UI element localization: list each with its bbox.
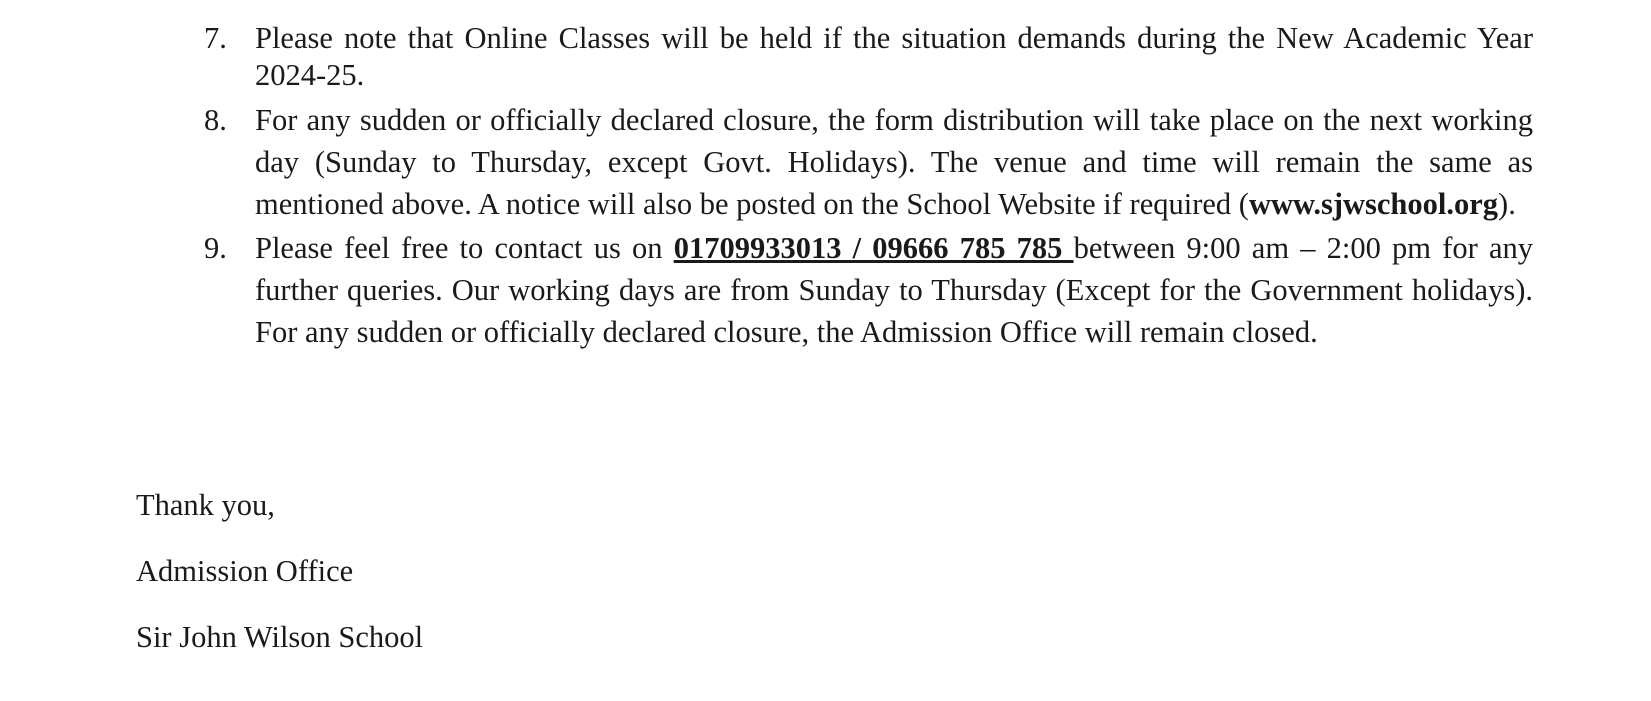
contact-note-end: between 9:00 am – 2:00 pm for any further queries. Our working days are from Sunday to Thursday (Except for the Government holidays). For any sudden or officially declared closure, the Admission Office will remain closed.: [255, 231, 1533, 349]
list-item-text: [255, 227, 1533, 353]
closure-note-text: For any sudden or officially declared closure, the form distribution will take place on the next working day (Sunday to Thursday, except Govt. Holidays). The venue and time will remain the same as mentioned above. A notice will also be posted on the School Website if required (: [255, 103, 1533, 221]
list-item-number: 8.: [204, 103, 227, 137]
list-item-8: [0, 99, 1651, 225]
contact-note-text: Please feel free to contact us on: [255, 231, 674, 265]
signature-office: Admission Office: [136, 554, 354, 588]
notice-list: [0, 20, 1651, 353]
closing-thanks: Thank you,: [136, 488, 275, 522]
list-item-text: [255, 99, 1533, 225]
online-classes-note: Please note that Online Classes will be held if the situation demands during the New Academic Year 2024-25.: [255, 21, 1533, 92]
signature-school: Sir John Wilson School: [136, 620, 424, 654]
contact-phone-link[interactable]: 01709933013 / 09666 785 785: [673, 231, 1074, 265]
list-item-7: [0, 20, 1651, 94]
list-item-number: 7.: [204, 21, 227, 55]
list-item-9: [0, 227, 1651, 353]
list-item-text: [255, 20, 1533, 94]
closure-note-end: ).: [1498, 187, 1516, 221]
list-item-number: 9.: [204, 231, 227, 265]
school-website-link[interactable]: www.sjwschool.org: [1248, 187, 1499, 221]
